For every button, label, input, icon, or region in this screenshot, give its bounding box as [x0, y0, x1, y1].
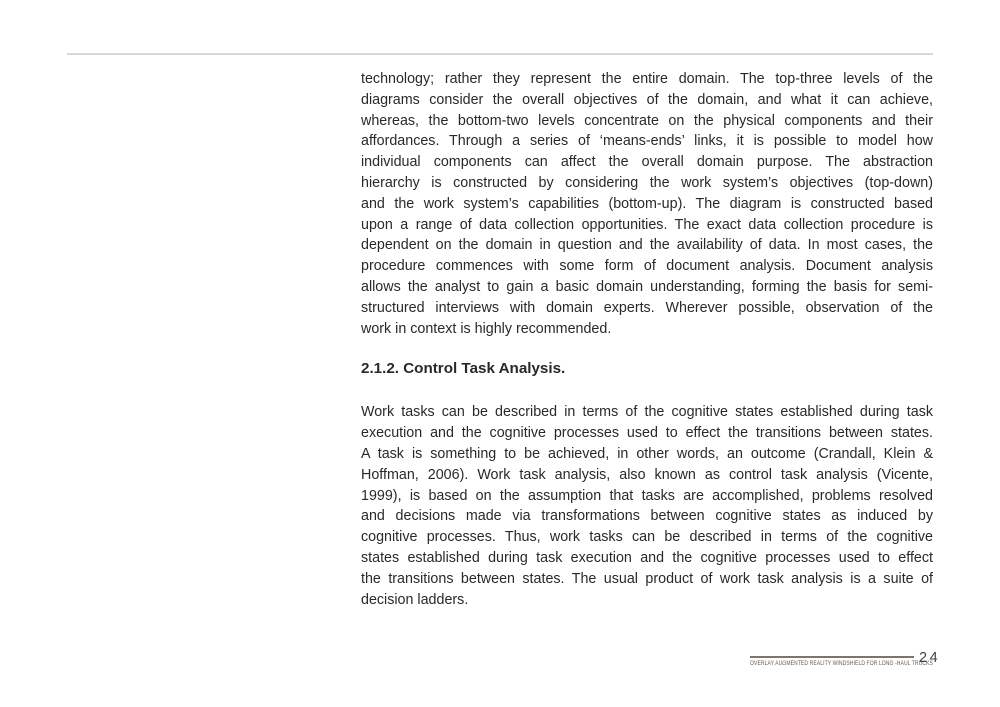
footer-rule	[750, 656, 914, 658]
text-line: structured interviews with domain experts. Wherever possible, observation of the	[361, 299, 933, 316]
page-number: 24	[919, 650, 941, 666]
text-line: diagrams consider the overall objectives of the domain, and what it can achieve,	[361, 91, 933, 108]
text-line: work in context is highly recommended.	[361, 320, 612, 337]
text-line: Work tasks can be described in terms of the cognitive states established during task	[361, 404, 933, 421]
paragraph	[361, 402, 933, 610]
text-line: A task is something to be achieved, in other words, an outcome (Crandall, Klein &	[361, 445, 933, 462]
text-line: upon a range of data collection opportunities. The exact data collection procedure is	[361, 216, 933, 233]
text-line: Hoffman, 2006). Work task analysis, also known as control task analysis (Vicente,	[361, 466, 933, 483]
text-line: individual components can affect the overall domain purpose. The abstraction	[361, 154, 933, 171]
text-line: affordances. Through a series of ‘means-ends’ links, it is possible to model how	[361, 133, 933, 150]
text-line: cognitive processes. Thus, work tasks can be described in terms of the cognitive	[361, 529, 933, 546]
section-heading: 2.1.2. Control Task Analysis.	[361, 360, 566, 378]
page-body	[361, 69, 933, 610]
text-line: allows the analyst to gain a basic domain understanding, forming the basis for semi-	[361, 278, 933, 295]
paragraph	[361, 69, 933, 339]
text-line: the transitions between states. The usual product of work task analysis is a suite of	[361, 570, 933, 587]
footer-running-title: OVERLAY AUGMENTED REALITY WINDSHIELD FOR LONG -HAUL TRUCKS	[750, 660, 934, 667]
text-line: procedure commences with some form of document analysis. Document analysis	[361, 258, 933, 275]
text-line: and decisions made via transformations between cognitive states as induced by	[361, 508, 933, 525]
text-line: dependent on the domain in question and the availability of data. In most cases, the	[361, 237, 933, 254]
text-line: execution and the cognitive processes used to effect the transitions between states.	[361, 425, 933, 442]
text-line: and the work system’s capabilities (bottom-up). The diagram is constructed based	[361, 195, 933, 212]
text-line: technology; rather they represent the entire domain. The top-three levels of the	[361, 71, 933, 87]
text-line: states established during task execution and the cognitive processes used to effect	[361, 549, 933, 566]
header-rule	[67, 53, 933, 55]
text-line: decision ladders.	[361, 591, 469, 608]
text-line: hierarchy is constructed by considering the work system’s objectives (top-down)	[361, 174, 933, 191]
text-line: 1999), is based on the assumption that tasks are accomplished, problems resolved	[361, 487, 933, 504]
text-line: whereas, the bottom-two levels concentrate on the physical components and their	[361, 112, 933, 129]
